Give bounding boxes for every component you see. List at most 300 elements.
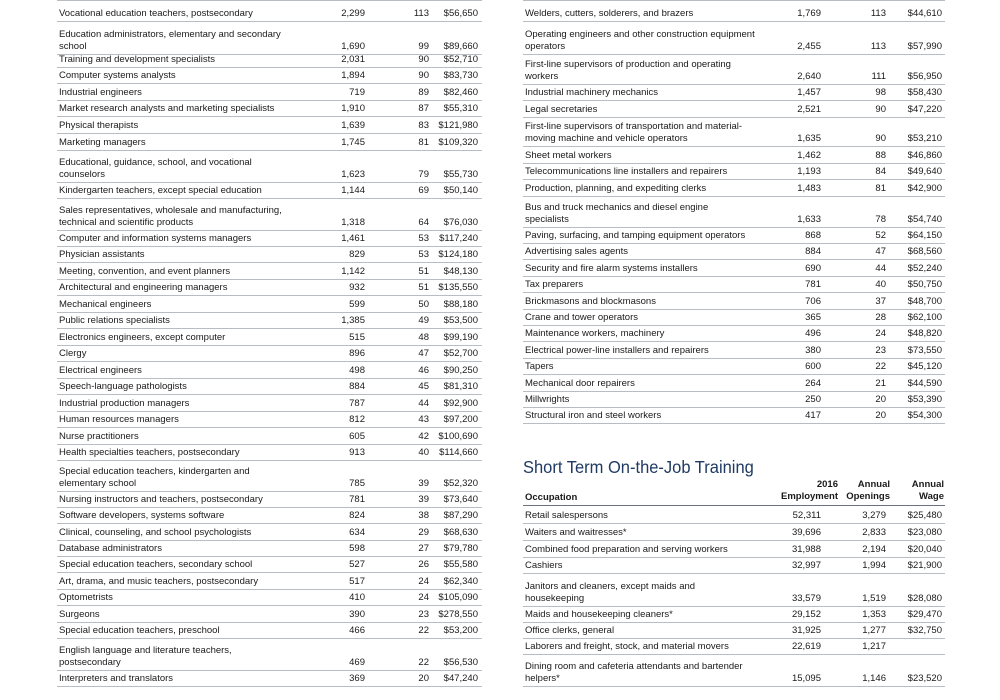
openings-cell: 113 bbox=[413, 8, 429, 19]
wage-cell: $47,220 bbox=[907, 104, 942, 115]
employment-cell: 829 bbox=[349, 249, 365, 260]
occupation-line: Maintenance workers, machinery bbox=[525, 328, 665, 339]
wage-cell: $62,340 bbox=[443, 576, 478, 587]
wage-cell: $76,030 bbox=[443, 217, 478, 228]
wage-cell: $88,180 bbox=[443, 299, 478, 310]
header-occupation: Occupation bbox=[525, 492, 578, 503]
occupation-cell bbox=[59, 282, 227, 294]
table-row bbox=[57, 556, 482, 573]
occupation-cell bbox=[59, 233, 251, 245]
table-row bbox=[57, 84, 482, 101]
wage-cell: $48,130 bbox=[443, 266, 478, 277]
wage-cell: $135,550 bbox=[438, 282, 478, 293]
table-row bbox=[57, 622, 482, 639]
wage-cell: $55,730 bbox=[443, 169, 478, 180]
employment-cell: 868 bbox=[805, 230, 821, 241]
openings-cell: 51 bbox=[418, 282, 429, 293]
openings-cell: 44 bbox=[875, 263, 886, 274]
table-row bbox=[57, 460, 482, 492]
employment-cell: 33,579 bbox=[791, 593, 821, 604]
employment-cell: 417 bbox=[805, 410, 821, 421]
table-row bbox=[57, 428, 482, 445]
table-row bbox=[57, 117, 482, 134]
occupation-line: Speech-language pathologists bbox=[59, 381, 187, 392]
employment-cell: 634 bbox=[349, 527, 365, 538]
employment-cell: 2,521 bbox=[797, 104, 821, 115]
table-row bbox=[57, 100, 482, 117]
table-row bbox=[57, 507, 482, 524]
occupation-line: Sheet metal workers bbox=[525, 150, 612, 161]
occupation-line: Optometrists bbox=[59, 592, 113, 603]
wage-cell: $56,530 bbox=[443, 657, 478, 668]
table-row bbox=[57, 491, 482, 508]
employment-cell: 2,299 bbox=[341, 8, 365, 19]
wage-cell: $87,290 bbox=[443, 510, 478, 521]
employment-cell: 787 bbox=[349, 398, 365, 409]
occupation-line: Special education teachers, preschool bbox=[59, 625, 220, 636]
table-row bbox=[523, 260, 945, 277]
table-row bbox=[57, 444, 482, 461]
table-row bbox=[57, 150, 482, 183]
occupation-line: workers bbox=[525, 71, 559, 82]
wage-cell: $28,080 bbox=[907, 593, 942, 604]
occupation-cell bbox=[525, 527, 627, 539]
occupation-line: Industrial machinery mechanics bbox=[525, 87, 659, 98]
occupation-line: Operating engineers and other construction equipment bbox=[525, 29, 755, 40]
occupation-cell bbox=[525, 581, 695, 605]
openings-cell: 29 bbox=[418, 527, 429, 538]
openings-cell: 23 bbox=[418, 609, 429, 620]
wage-cell: $109,320 bbox=[438, 137, 478, 148]
openings-cell: 39 bbox=[418, 494, 429, 505]
employment-cell: 39,696 bbox=[791, 527, 821, 538]
occupation-line: Special education teachers, kindergarten and bbox=[59, 466, 250, 477]
top-cut-row bbox=[523, 0, 945, 1]
occupation-line: Special education teachers, secondary school bbox=[59, 559, 253, 570]
occupation-line: Sales representatives, wholesale and manufacturing, bbox=[59, 205, 282, 216]
openings-cell: 81 bbox=[418, 137, 429, 148]
occupation-line: Software developers, systems software bbox=[59, 510, 225, 521]
wage-cell: $53,500 bbox=[443, 315, 478, 326]
table-row bbox=[57, 54, 482, 68]
occupation-cell bbox=[59, 527, 251, 539]
occupation-line: Waiters and waitresses* bbox=[525, 527, 627, 538]
occupation-line: Welders, cutters, solderers, and brazers bbox=[525, 8, 694, 19]
section-title: Short Term On-the-Job Training bbox=[523, 458, 754, 478]
wage-cell: $54,740 bbox=[907, 214, 942, 225]
occupation-cell bbox=[59, 559, 252, 571]
table-row bbox=[523, 358, 945, 375]
occupation-cell bbox=[525, 361, 554, 373]
occupation-line: Production, planning, and expediting clerks bbox=[525, 183, 707, 194]
header-wage bbox=[894, 479, 944, 503]
header-rule bbox=[523, 505, 945, 506]
occupation-line: Industrial engineers bbox=[59, 87, 142, 98]
occupation-cell bbox=[59, 447, 240, 459]
table-row bbox=[523, 117, 945, 147]
wage-cell: $64,150 bbox=[907, 230, 942, 241]
employment-cell: 466 bbox=[349, 625, 365, 636]
table-row bbox=[523, 101, 945, 118]
employment-cell: 884 bbox=[349, 381, 365, 392]
employment-cell: 913 bbox=[349, 447, 365, 458]
occupation-line: Educational, guidance, school, and vocational bbox=[59, 157, 252, 168]
wage-cell: $50,750 bbox=[907, 279, 942, 290]
employment-cell: 410 bbox=[349, 592, 365, 603]
top-cut-row bbox=[57, 0, 482, 1]
occupation-cell bbox=[59, 299, 151, 311]
table-row bbox=[523, 524, 945, 541]
table-row bbox=[523, 541, 945, 558]
employment-cell: 600 bbox=[805, 361, 821, 372]
occupation-cell bbox=[525, 166, 727, 178]
openings-cell: 22 bbox=[875, 361, 886, 372]
occupation-line: Database administrators bbox=[59, 543, 162, 554]
occupation-line: Surgeons bbox=[59, 609, 100, 620]
occupation-cell bbox=[525, 104, 597, 116]
employment-cell: 1,483 bbox=[797, 183, 821, 194]
table-row bbox=[57, 638, 482, 671]
employment-cell: 1,910 bbox=[341, 103, 365, 114]
occupation-cell bbox=[525, 609, 673, 621]
openings-cell: 90 bbox=[875, 104, 886, 115]
occupation-cell bbox=[59, 185, 262, 197]
table-row bbox=[523, 507, 945, 524]
employment-cell: 932 bbox=[349, 282, 365, 293]
occupation-cell bbox=[59, 87, 142, 99]
occupation-cell bbox=[59, 381, 187, 393]
occupation-cell bbox=[59, 609, 100, 621]
occupation-cell bbox=[525, 59, 731, 83]
openings-cell: 24 bbox=[418, 592, 429, 603]
wage-cell: $44,610 bbox=[907, 8, 942, 19]
wage-cell: $47,240 bbox=[443, 673, 478, 684]
wage-cell: $105,090 bbox=[438, 592, 478, 603]
openings-cell: 21 bbox=[875, 378, 886, 389]
openings-cell: 27 bbox=[418, 543, 429, 554]
employment-cell: 884 bbox=[805, 246, 821, 257]
table-row bbox=[523, 557, 945, 574]
occupation-line: Tax preparers bbox=[525, 279, 584, 290]
wage-cell: $55,580 bbox=[443, 559, 478, 570]
occupation-cell bbox=[525, 263, 698, 275]
table-row bbox=[523, 407, 945, 424]
header-wage-line2: Wage bbox=[919, 491, 944, 502]
openings-cell: 48 bbox=[418, 332, 429, 343]
table-row bbox=[523, 6, 945, 22]
openings-cell: 46 bbox=[418, 365, 429, 376]
occupation-line: Electronics engineers, except computer bbox=[59, 332, 226, 343]
header-openings-line2: Openings bbox=[846, 491, 890, 502]
occupation-line: Architectural and engineering managers bbox=[59, 282, 228, 293]
wage-cell: $53,210 bbox=[907, 133, 942, 144]
table-row bbox=[57, 182, 482, 199]
wage-cell: $124,180 bbox=[438, 249, 478, 260]
occupation-cell bbox=[59, 29, 281, 53]
occupation-line: Public relations specialists bbox=[59, 315, 170, 326]
openings-cell: 78 bbox=[875, 214, 886, 225]
occupation-cell bbox=[59, 348, 86, 360]
openings-cell: 47 bbox=[418, 348, 429, 359]
employment-cell: 380 bbox=[805, 345, 821, 356]
employment-cell: 719 bbox=[349, 87, 365, 98]
occupation-line: Laborers and freight, stock, and material movers bbox=[525, 641, 729, 652]
occupation-cell bbox=[525, 394, 569, 406]
openings-cell: 90 bbox=[875, 133, 886, 144]
openings-cell: 88 bbox=[875, 150, 886, 161]
table-row bbox=[57, 230, 482, 247]
openings-cell: 83 bbox=[418, 120, 429, 131]
occupation-line: Kindergarten teachers, except special education bbox=[59, 185, 262, 196]
occupation-line: Art, drama, and music teachers, postsecondary bbox=[59, 576, 259, 587]
openings-cell: 39 bbox=[418, 478, 429, 489]
occupation-line: Brickmasons and blockmasons bbox=[525, 296, 656, 307]
wage-cell: $117,240 bbox=[439, 233, 478, 244]
table-row bbox=[57, 296, 482, 313]
openings-cell: 20 bbox=[418, 673, 429, 684]
occupation-cell bbox=[59, 576, 258, 588]
occupation-cell bbox=[59, 466, 250, 490]
employment-cell: 1,623 bbox=[341, 169, 365, 180]
occupation-line: First-line supervisors of transportation and material- bbox=[525, 121, 743, 132]
wage-cell: $32,750 bbox=[907, 625, 942, 636]
openings-cell: 52 bbox=[875, 230, 886, 241]
wage-cell: $23,080 bbox=[907, 527, 942, 538]
table-row bbox=[57, 411, 482, 428]
occupation-line: Health specialties teachers, postsecondary bbox=[59, 447, 240, 458]
employment-cell: 1,457 bbox=[797, 87, 821, 98]
employment-cell: 32,997 bbox=[791, 560, 821, 571]
occupation-line: Mechanical engineers bbox=[59, 299, 152, 310]
employment-cell: 1,894 bbox=[341, 70, 365, 81]
occupation-cell bbox=[59, 315, 170, 327]
table-row bbox=[523, 196, 945, 228]
occupation-cell bbox=[525, 345, 709, 357]
openings-cell: 113 bbox=[870, 8, 886, 19]
wage-cell: $48,820 bbox=[907, 328, 942, 339]
occupation-cell bbox=[59, 645, 232, 669]
table-row bbox=[57, 279, 482, 296]
occupation-cell bbox=[525, 410, 661, 422]
occupation-line: Electrical engineers bbox=[59, 365, 142, 376]
occupation-cell bbox=[525, 29, 755, 53]
wage-cell: $45,120 bbox=[907, 361, 942, 372]
employment-cell: 605 bbox=[349, 431, 365, 442]
wage-cell: $56,650 bbox=[443, 8, 478, 19]
header-employment-line2: Employment bbox=[780, 491, 838, 502]
occupation-cell bbox=[59, 365, 142, 377]
openings-cell: 99 bbox=[418, 41, 429, 52]
occupation-line: Human resources managers bbox=[59, 414, 179, 425]
openings-cell: 40 bbox=[875, 279, 886, 290]
table-row bbox=[523, 654, 945, 687]
wage-cell: $52,710 bbox=[443, 54, 478, 65]
employment-cell: 369 bbox=[349, 673, 365, 684]
occupation-line: postsecondary bbox=[59, 657, 121, 668]
table-row bbox=[523, 342, 945, 359]
occupation-cell bbox=[59, 8, 253, 20]
wage-cell: $62,100 bbox=[907, 312, 942, 323]
openings-cell: 50 bbox=[418, 299, 429, 310]
wage-cell: $55,310 bbox=[443, 103, 478, 114]
occupation-cell bbox=[59, 103, 274, 115]
wage-cell: $46,860 bbox=[907, 150, 942, 161]
occupation-cell bbox=[59, 157, 252, 181]
occupation-line: Training and development specialists bbox=[59, 54, 215, 65]
wage-cell: $68,560 bbox=[907, 246, 942, 257]
employment-cell: 824 bbox=[349, 510, 365, 521]
occupation-cell bbox=[59, 510, 224, 522]
occupation-line: Nursing instructors and teachers, postsecondary bbox=[59, 494, 263, 505]
header-wage-line1: Annual bbox=[911, 479, 944, 490]
employment-cell: 31,925 bbox=[791, 625, 821, 636]
openings-cell: 23 bbox=[875, 345, 886, 356]
occupation-line: Clinical, counseling, and school psychologists bbox=[59, 527, 252, 538]
openings-cell: 98 bbox=[875, 87, 886, 98]
occupation-cell bbox=[525, 87, 658, 99]
table-row bbox=[57, 67, 482, 84]
header-employment bbox=[758, 479, 838, 503]
occupation-line: school bbox=[59, 41, 87, 52]
table-row bbox=[57, 606, 482, 623]
occupation-cell bbox=[525, 150, 612, 162]
occupation-cell bbox=[59, 70, 176, 82]
wage-cell: $48,700 bbox=[907, 296, 942, 307]
employment-cell: 785 bbox=[349, 478, 365, 489]
openings-cell: 1,994 bbox=[862, 560, 886, 571]
occupation-line: Legal secretaries bbox=[525, 104, 598, 115]
openings-cell: 24 bbox=[418, 576, 429, 587]
occupation-line: Crane and tower operators bbox=[525, 312, 639, 323]
openings-cell: 1,217 bbox=[862, 641, 886, 652]
occupation-line: Retail salespersons bbox=[525, 510, 608, 521]
occupation-line: Security and fire alarm systems installers bbox=[525, 263, 698, 274]
occupation-line: Electrical power-line installers and repairers bbox=[525, 345, 709, 356]
openings-cell: 20 bbox=[875, 394, 886, 405]
openings-cell: 53 bbox=[418, 249, 429, 260]
table-row bbox=[523, 391, 945, 408]
openings-cell: 69 bbox=[418, 185, 429, 196]
wage-cell: $121,980 bbox=[438, 120, 478, 131]
table-row bbox=[523, 573, 945, 607]
wage-cell: $114,660 bbox=[439, 447, 478, 458]
header-openings-line1: Annual bbox=[857, 479, 890, 490]
table-row bbox=[523, 309, 945, 326]
occupation-line: First-line supervisors of production and operating bbox=[525, 59, 731, 70]
table-row bbox=[57, 540, 482, 557]
openings-cell: 47 bbox=[875, 246, 886, 257]
occupation-cell bbox=[59, 266, 230, 278]
occupation-line: Nurse practitioners bbox=[59, 431, 139, 442]
occupation-line: Maids and housekeeping cleaners* bbox=[525, 609, 673, 620]
employment-cell: 515 bbox=[349, 332, 365, 343]
openings-cell: 64 bbox=[418, 217, 429, 228]
employment-cell: 690 bbox=[805, 263, 821, 274]
wage-cell: $50,140 bbox=[443, 185, 478, 196]
occupation-line: Telecommunications line installers and repairers bbox=[525, 166, 728, 177]
openings-cell: 89 bbox=[418, 87, 429, 98]
employment-cell: 1,385 bbox=[341, 315, 365, 326]
openings-cell: 113 bbox=[870, 41, 886, 52]
occupation-cell bbox=[525, 560, 563, 572]
employment-cell: 250 bbox=[805, 394, 821, 405]
wage-cell: $68,630 bbox=[443, 527, 478, 538]
wage-cell: $79,780 bbox=[443, 543, 478, 554]
wage-cell: $278,550 bbox=[438, 609, 478, 620]
employment-cell: 1,318 bbox=[341, 217, 365, 228]
wage-cell: $54,300 bbox=[907, 410, 942, 421]
occupation-cell bbox=[59, 205, 282, 229]
openings-cell: 53 bbox=[418, 233, 429, 244]
openings-cell: 1,519 bbox=[862, 593, 886, 604]
employment-cell: 896 bbox=[349, 348, 365, 359]
table-row bbox=[523, 638, 945, 655]
occupation-cell bbox=[525, 230, 745, 242]
table-row bbox=[57, 22, 482, 55]
occupation-line: Tapers bbox=[525, 361, 554, 372]
openings-cell: 40 bbox=[418, 447, 429, 458]
wage-cell: $52,700 bbox=[443, 348, 478, 359]
table-row bbox=[57, 589, 482, 606]
occupation-cell bbox=[525, 121, 742, 145]
employment-cell: 390 bbox=[349, 609, 365, 620]
occupation-line: Clergy bbox=[59, 348, 87, 359]
openings-cell: 79 bbox=[418, 169, 429, 180]
occupation-line: Meeting, convention, and event planners bbox=[59, 266, 231, 277]
openings-cell: 90 bbox=[418, 54, 429, 65]
occupation-cell bbox=[525, 625, 614, 637]
table-row bbox=[57, 362, 482, 379]
openings-cell: 42 bbox=[418, 431, 429, 442]
occupation-cell bbox=[59, 54, 215, 66]
wage-cell: $21,900 bbox=[907, 560, 942, 571]
wage-cell: $56,950 bbox=[907, 71, 942, 82]
table-row bbox=[57, 6, 482, 22]
occupation-cell bbox=[59, 625, 220, 637]
employment-cell: 469 bbox=[349, 657, 365, 668]
openings-cell: 2,194 bbox=[862, 544, 886, 555]
employment-cell: 598 bbox=[349, 543, 365, 554]
table-row bbox=[57, 263, 482, 280]
occupation-cell bbox=[525, 296, 656, 308]
table-row bbox=[57, 345, 482, 362]
occupation-line: Interpreters and translators bbox=[59, 673, 174, 684]
occupation-line: Physician assistants bbox=[59, 249, 145, 260]
employment-cell: 1,635 bbox=[797, 133, 821, 144]
openings-cell: 28 bbox=[875, 312, 886, 323]
employment-cell: 1,144 bbox=[341, 185, 365, 196]
employment-cell: 1,462 bbox=[797, 150, 821, 161]
wage-cell: $83,730 bbox=[443, 70, 478, 81]
wage-cell: $23,520 bbox=[907, 673, 942, 684]
openings-cell: 2,833 bbox=[862, 527, 886, 538]
occupation-line: Market research analysts and marketing specialists bbox=[59, 103, 275, 114]
table-row bbox=[523, 84, 945, 101]
occupation-line: Millwrights bbox=[525, 394, 570, 405]
occupation-cell bbox=[59, 398, 189, 410]
table-row bbox=[57, 395, 482, 412]
wage-cell: $82,460 bbox=[443, 87, 478, 98]
table-row bbox=[523, 147, 945, 164]
occupation-line: Computer systems analysts bbox=[59, 70, 176, 81]
occupation-line: Marketing managers bbox=[59, 137, 146, 148]
occupation-line: helpers* bbox=[525, 673, 560, 684]
table-row bbox=[523, 293, 945, 310]
employment-cell: 1,461 bbox=[341, 233, 365, 244]
openings-cell: 1,277 bbox=[862, 625, 886, 636]
employment-cell: 29,152 bbox=[791, 609, 821, 620]
wage-cell: $90,250 bbox=[443, 365, 478, 376]
